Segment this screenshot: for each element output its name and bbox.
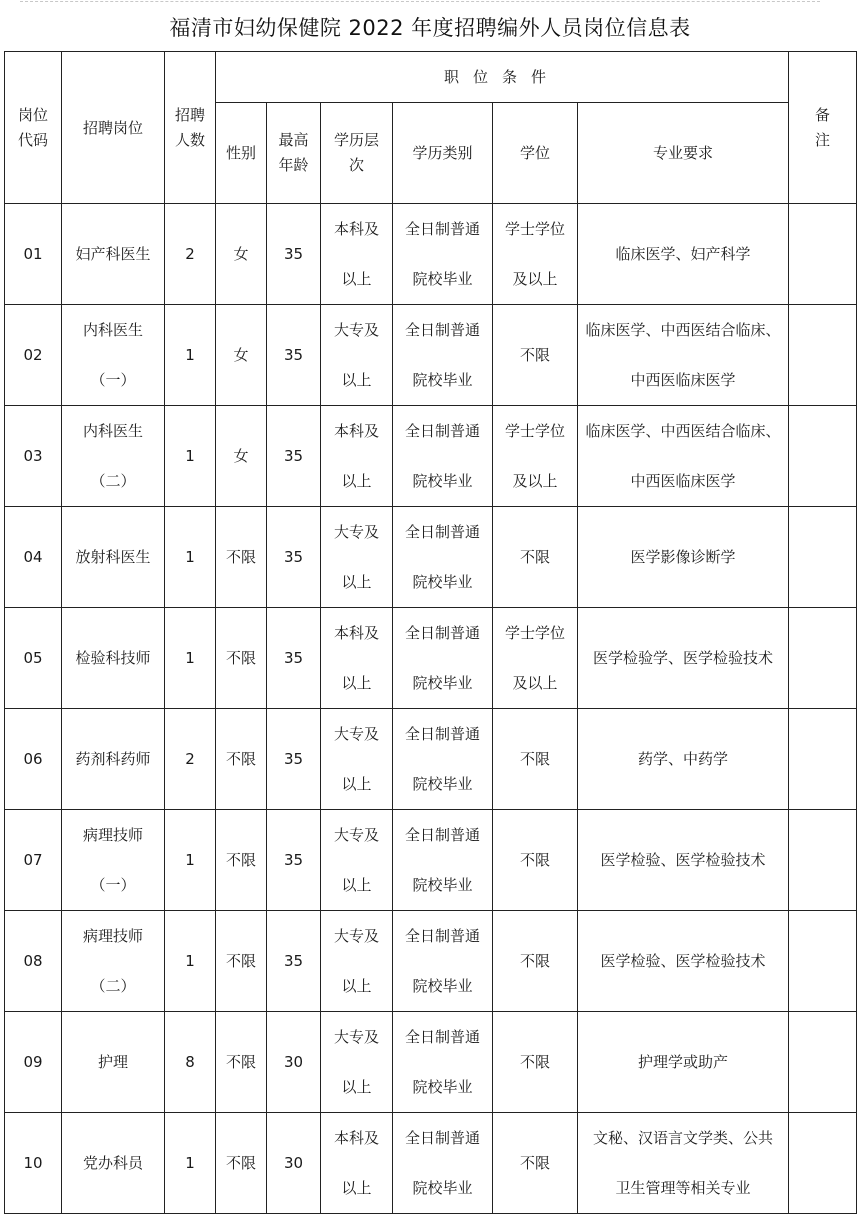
cell-degree — [493, 305, 578, 406]
cell-age: 35 — [267, 305, 321, 406]
header-count: 招聘 人数 — [165, 52, 216, 204]
table-row — [5, 1012, 857, 1113]
cell-post-line: （一） — [90, 371, 136, 389]
cell-age: 35 — [267, 507, 321, 608]
cell-post-line: （一） — [90, 876, 136, 894]
cell-post-line: 检验科技师 — [75, 649, 151, 667]
cell-edu-type-line: 全日制普通 — [404, 422, 480, 440]
cell-gender: 女 — [216, 204, 267, 305]
cell-age: 35 — [267, 709, 321, 810]
cell-code: 04 — [5, 507, 62, 608]
cell-post-line: 病理技师 — [82, 826, 143, 844]
cell-age: 30 — [267, 1012, 321, 1113]
cell-code: 10 — [5, 1113, 62, 1214]
cell-edu-level-line: 以上 — [341, 371, 372, 389]
cell-major-line: 文秘、汉语言文学类、公共 — [593, 1129, 774, 1147]
cell-edu-level — [321, 810, 393, 911]
cell-code: 03 — [5, 406, 62, 507]
cell-degree-line: 及以上 — [512, 472, 558, 490]
recruitment-table — [4, 51, 857, 1214]
table-row — [5, 305, 857, 406]
cell-edu-level-line: 本科及 — [333, 1129, 379, 1147]
cell-edu-type-line: 院校毕业 — [412, 674, 473, 692]
header-gender: 性别 — [216, 103, 267, 204]
cell-edu-level-line: 以上 — [341, 1078, 372, 1096]
cell-post-line: 妇产科医生 — [75, 245, 151, 263]
cell-post-line: 放射科医生 — [75, 548, 151, 566]
cell-remark — [789, 1012, 857, 1113]
cell-major — [578, 507, 789, 608]
cell-age: 35 — [267, 406, 321, 507]
cell-code: 07 — [5, 810, 62, 911]
cell-post — [62, 1012, 165, 1113]
cell-count: 1 — [165, 608, 216, 709]
page-title: 福清市妇幼保健院 2022 年度招聘编外人员岗位信息表 — [169, 16, 691, 40]
cell-edu-type-line: 院校毕业 — [412, 1078, 473, 1096]
cell-edu-type — [393, 1012, 493, 1113]
cell-edu-type-line: 院校毕业 — [412, 472, 473, 490]
cell-gender: 不限 — [216, 1113, 267, 1214]
cell-edu-level-line: 以上 — [341, 573, 372, 591]
cell-edu-type-line: 全日制普通 — [404, 220, 480, 238]
cell-major-line: 医学检验、医学检验技术 — [600, 952, 766, 970]
cell-edu-level — [321, 911, 393, 1012]
header-post: 招聘岗位 — [62, 52, 165, 204]
cell-major-line: 临床医学、中西医结合临床、 — [585, 321, 781, 339]
cell-edu-level-line: 本科及 — [333, 220, 379, 238]
cell-edu-level-line: 大专及 — [333, 321, 379, 339]
cell-edu-level-line: 大专及 — [333, 927, 379, 945]
cell-degree — [493, 406, 578, 507]
cell-post-line: 党办科员 — [82, 1154, 143, 1172]
cell-count: 1 — [165, 911, 216, 1012]
header-conditions: 职位条件 — [216, 52, 789, 103]
cell-major-line: 卫生管理等相关专业 — [615, 1179, 751, 1197]
cell-post — [62, 305, 165, 406]
cell-gender: 女 — [216, 406, 267, 507]
cell-edu-type-line: 全日制普通 — [404, 1129, 480, 1147]
cell-edu-level-line: 以上 — [341, 674, 372, 692]
cell-degree-line: 不限 — [519, 1154, 550, 1172]
cell-major-line: 临床医学、中西医结合临床、 — [585, 422, 781, 440]
cell-major-line: 中西医临床医学 — [630, 472, 736, 490]
cell-edu-type-line: 全日制普通 — [404, 927, 480, 945]
cell-post — [62, 709, 165, 810]
cell-gender: 女 — [216, 305, 267, 406]
cell-major — [578, 1012, 789, 1113]
cell-post-line: 护理 — [97, 1053, 128, 1071]
cell-remark — [789, 204, 857, 305]
cell-degree — [493, 911, 578, 1012]
cell-remark — [789, 911, 857, 1012]
cell-edu-type — [393, 204, 493, 305]
cell-edu-type — [393, 911, 493, 1012]
cell-code: 05 — [5, 608, 62, 709]
cell-edu-level — [321, 608, 393, 709]
cell-degree-line: 不限 — [519, 750, 550, 768]
cell-edu-type-line: 全日制普通 — [404, 624, 480, 642]
cell-major-line: 中西医临床医学 — [630, 371, 736, 389]
cell-edu-level — [321, 406, 393, 507]
cell-edu-level — [321, 709, 393, 810]
cell-post-line: 病理技师 — [82, 927, 143, 945]
cell-count: 1 — [165, 507, 216, 608]
cell-remark — [789, 608, 857, 709]
cell-code: 02 — [5, 305, 62, 406]
cell-edu-level — [321, 204, 393, 305]
cell-degree-line: 不限 — [519, 1053, 550, 1071]
cell-edu-level-line: 大专及 — [333, 826, 379, 844]
cell-major — [578, 608, 789, 709]
cell-edu-type — [393, 507, 493, 608]
cell-major — [578, 204, 789, 305]
cell-degree-line: 不限 — [519, 952, 550, 970]
cell-remark — [789, 1113, 857, 1214]
header-code: 岗位 代码 — [5, 52, 62, 204]
cell-remark — [789, 406, 857, 507]
cell-degree — [493, 204, 578, 305]
cell-code: 08 — [5, 911, 62, 1012]
cell-edu-level-line: 大专及 — [333, 1028, 379, 1046]
cell-edu-level-line: 本科及 — [333, 422, 379, 440]
table-row — [5, 204, 857, 305]
cell-major — [578, 709, 789, 810]
cell-edu-type-line: 院校毕业 — [412, 775, 473, 793]
cell-edu-type-line: 院校毕业 — [412, 876, 473, 894]
cell-edu-level-line: 大专及 — [333, 725, 379, 743]
cell-count: 1 — [165, 1113, 216, 1214]
cell-remark — [789, 305, 857, 406]
cell-degree-line: 学士学位 — [504, 422, 565, 440]
cell-count: 2 — [165, 204, 216, 305]
cell-post-line: （二） — [90, 977, 136, 995]
cell-count: 1 — [165, 406, 216, 507]
cell-count: 1 — [165, 810, 216, 911]
cell-edu-type-line: 全日制普通 — [404, 725, 480, 743]
cell-post — [62, 507, 165, 608]
cell-edu-type-line: 院校毕业 — [412, 270, 473, 288]
cell-age: 30 — [267, 1113, 321, 1214]
cell-major — [578, 305, 789, 406]
cell-code: 09 — [5, 1012, 62, 1113]
cell-count: 2 — [165, 709, 216, 810]
cell-count: 8 — [165, 1012, 216, 1113]
cell-edu-type-line: 全日制普通 — [404, 321, 480, 339]
cell-degree-line: 学士学位 — [504, 624, 565, 642]
table-row — [5, 1113, 857, 1214]
header-degree: 学位 — [493, 103, 578, 204]
cell-post — [62, 1113, 165, 1214]
cell-degree-line: 不限 — [519, 548, 550, 566]
cell-edu-level-line: 以上 — [341, 472, 372, 490]
cell-age: 35 — [267, 608, 321, 709]
cell-degree — [493, 507, 578, 608]
cell-edu-type — [393, 810, 493, 911]
cell-remark — [789, 709, 857, 810]
cell-degree — [493, 608, 578, 709]
cell-post — [62, 608, 165, 709]
header-age: 最高 年龄 — [267, 103, 321, 204]
cell-remark — [789, 507, 857, 608]
cell-degree-line: 学士学位 — [504, 220, 565, 238]
cell-edu-level-line: 以上 — [341, 270, 372, 288]
cell-major-line: 医学检验、医学检验技术 — [600, 851, 766, 869]
cell-edu-level — [321, 1113, 393, 1214]
cell-degree — [493, 810, 578, 911]
cell-major — [578, 1113, 789, 1214]
cell-post — [62, 911, 165, 1012]
cell-age: 35 — [267, 204, 321, 305]
cell-post-line: 内科医生 — [82, 321, 143, 339]
cell-degree — [493, 1113, 578, 1214]
cell-major — [578, 406, 789, 507]
cell-post-line: 药剂科药师 — [75, 750, 151, 768]
header-edu-type: 学历类别 — [393, 103, 493, 204]
cell-gender: 不限 — [216, 911, 267, 1012]
cell-degree — [493, 709, 578, 810]
cell-degree-line: 不限 — [519, 346, 550, 364]
table-row — [5, 709, 857, 810]
table-row — [5, 911, 857, 1012]
cell-edu-type — [393, 1113, 493, 1214]
cell-edu-type — [393, 406, 493, 507]
cell-degree-line: 不限 — [519, 851, 550, 869]
cell-edu-type-line: 院校毕业 — [412, 977, 473, 995]
cell-edu-level-line: 以上 — [341, 977, 372, 995]
cell-edu-type-line: 院校毕业 — [412, 573, 473, 591]
cell-code: 06 — [5, 709, 62, 810]
cell-edu-type-line: 全日制普通 — [404, 523, 480, 541]
cell-edu-level-line: 本科及 — [333, 624, 379, 642]
cell-gender: 不限 — [216, 709, 267, 810]
cell-edu-type — [393, 305, 493, 406]
table-row — [5, 608, 857, 709]
cell-degree — [493, 1012, 578, 1113]
cell-edu-type — [393, 709, 493, 810]
cell-edu-type-line: 全日制普通 — [404, 826, 480, 844]
cell-edu-level-line: 以上 — [341, 1179, 372, 1197]
cell-edu-type-line: 院校毕业 — [412, 1179, 473, 1197]
table-row — [5, 507, 857, 608]
cell-code: 01 — [5, 204, 62, 305]
top-divider — [20, 1, 820, 2]
table-row — [5, 406, 857, 507]
cell-gender: 不限 — [216, 810, 267, 911]
cell-major-line: 医学检验学、医学检验技术 — [593, 649, 774, 667]
cell-major-line: 医学影像诊断学 — [630, 548, 736, 566]
cell-major-line: 药学、中药学 — [638, 750, 729, 768]
cell-edu-type-line: 院校毕业 — [412, 371, 473, 389]
cell-gender: 不限 — [216, 1012, 267, 1113]
cell-edu-level — [321, 507, 393, 608]
cell-post — [62, 204, 165, 305]
cell-major-line: 护理学或助产 — [638, 1053, 729, 1071]
cell-gender: 不限 — [216, 507, 267, 608]
header-remark: 备 注 — [789, 52, 857, 204]
cell-count: 1 — [165, 305, 216, 406]
table-row — [5, 810, 857, 911]
cell-major — [578, 911, 789, 1012]
cell-edu-level-line: 大专及 — [333, 523, 379, 541]
cell-post-line: 内科医生 — [82, 422, 143, 440]
cell-remark — [789, 810, 857, 911]
cell-age: 35 — [267, 911, 321, 1012]
cell-age: 35 — [267, 810, 321, 911]
cell-degree-line: 及以上 — [512, 270, 558, 288]
cell-post — [62, 810, 165, 911]
header-edu-level: 学历层 次 — [321, 103, 393, 204]
cell-gender: 不限 — [216, 608, 267, 709]
cell-edu-level — [321, 305, 393, 406]
cell-edu-type — [393, 608, 493, 709]
cell-major — [578, 810, 789, 911]
header-major: 专业要求 — [578, 103, 789, 204]
cell-edu-level — [321, 1012, 393, 1113]
cell-degree-line: 及以上 — [512, 674, 558, 692]
cell-edu-level-line: 以上 — [341, 876, 372, 894]
cell-post-line: （二） — [90, 472, 136, 490]
cell-edu-level-line: 以上 — [341, 775, 372, 793]
cell-edu-type-line: 全日制普通 — [404, 1028, 480, 1046]
cell-major-line: 临床医学、妇产科学 — [615, 245, 751, 263]
cell-post — [62, 406, 165, 507]
